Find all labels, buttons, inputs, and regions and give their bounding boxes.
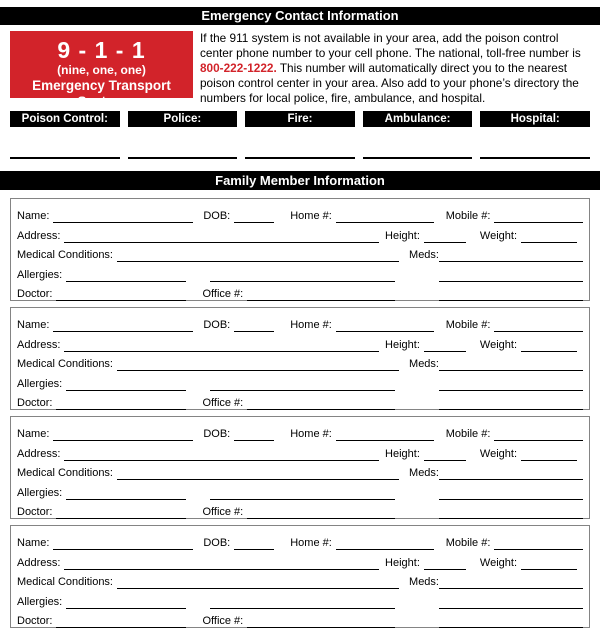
- mobile-phone-label: Mobile #:: [445, 537, 491, 550]
- doctor-line[interactable]: [56, 298, 186, 301]
- doctor-label: Doctor:: [17, 505, 53, 518]
- 911-system-label: Emergency Transport System: [32, 78, 171, 109]
- meds-line[interactable]: [439, 477, 583, 480]
- member-block: [10, 525, 590, 628]
- fire-blank-line[interactable]: [245, 157, 355, 159]
- dob-line[interactable]: [234, 547, 274, 550]
- poison-control-phone-number: 800-222-1222.: [200, 61, 277, 75]
- height-line[interactable]: [424, 240, 466, 243]
- height-label: Height:: [385, 338, 420, 351]
- medical-conditions-line[interactable]: [117, 477, 399, 480]
- home-phone-line[interactable]: [336, 329, 434, 332]
- 911-spelled-out: (nine, one, one): [57, 63, 146, 77]
- member-row-5: [17, 391, 583, 410]
- weight-label: Weight:: [479, 447, 517, 460]
- meds-continuation-line-2[interactable]: [439, 516, 583, 519]
- office-phone-line[interactable]: [247, 298, 395, 301]
- doctor-label: Doctor:: [17, 287, 53, 300]
- member-row-2: [17, 550, 583, 569]
- home-phone-line[interactable]: [336, 547, 434, 550]
- dob-label: DOB:: [203, 319, 231, 332]
- meds-label: Meds:: [409, 576, 439, 589]
- doctor-line[interactable]: [56, 516, 186, 519]
- contact-blank-lines-row: [10, 157, 590, 159]
- dob-label: DOB:: [203, 428, 231, 441]
- meds-continuation-line-1[interactable]: [439, 279, 583, 282]
- member-block: [10, 416, 590, 519]
- member-row-2: [17, 223, 583, 242]
- weight-label: Weight:: [479, 338, 517, 351]
- member-row-3: [17, 243, 583, 262]
- poison-control-paragraph: [200, 31, 590, 106]
- weight-line[interactable]: [521, 349, 577, 352]
- allergies-line[interactable]: [66, 388, 186, 391]
- address-line[interactable]: [64, 458, 379, 461]
- weight-line[interactable]: [521, 567, 577, 570]
- office-phone-line[interactable]: [247, 625, 395, 628]
- contact-label-police: Police:: [128, 111, 238, 127]
- address-label: Address:: [17, 447, 61, 460]
- medical-conditions-line[interactable]: [117, 368, 399, 371]
- emergency-top-section: [10, 31, 590, 109]
- medical-conditions-line[interactable]: [117, 259, 399, 262]
- allergies-line[interactable]: [66, 497, 186, 500]
- weight-line[interactable]: [521, 458, 577, 461]
- mobile-phone-label: Mobile #:: [445, 428, 491, 441]
- dob-line[interactable]: [234, 438, 274, 441]
- name-label: Name:: [17, 428, 50, 441]
- member-row-1: [17, 313, 583, 332]
- member-row-3: [17, 461, 583, 480]
- address-label: Address:: [17, 229, 61, 242]
- meds-continuation-line-2[interactable]: [439, 298, 583, 301]
- member-block: [10, 198, 590, 301]
- member-row-2: [17, 441, 583, 460]
- name-label: Name:: [17, 319, 50, 332]
- dob-label: DOB:: [203, 537, 231, 550]
- name-label: Name:: [17, 210, 50, 223]
- home-phone-line[interactable]: [336, 438, 434, 441]
- medical-conditions-line[interactable]: [117, 586, 399, 589]
- poison-control-blank-line[interactable]: [10, 157, 120, 159]
- meds-label: Meds:: [409, 467, 439, 480]
- home-phone-line[interactable]: [336, 220, 434, 223]
- allergies-continuation-line[interactable]: [210, 497, 395, 500]
- address-line[interactable]: [64, 567, 379, 570]
- member-row-4: [17, 371, 583, 390]
- mobile-phone-label: Mobile #:: [445, 210, 491, 223]
- mobile-phone-line[interactable]: [494, 220, 583, 223]
- allergies-continuation-line[interactable]: [210, 279, 395, 282]
- mobile-phone-label: Mobile #:: [445, 319, 491, 332]
- name-line[interactable]: [53, 329, 193, 332]
- mobile-phone-line[interactable]: [494, 438, 583, 441]
- office-phone-label: Office #:: [202, 614, 244, 627]
- doctor-line[interactable]: [56, 407, 186, 410]
- height-line[interactable]: [424, 349, 466, 352]
- allergies-continuation-line[interactable]: [210, 606, 395, 609]
- height-label: Height:: [385, 229, 420, 242]
- meds-continuation-line-1[interactable]: [439, 497, 583, 500]
- home-phone-label: Home #:: [290, 537, 332, 550]
- weight-label: Weight:: [479, 556, 517, 569]
- meds-label: Meds:: [409, 249, 439, 262]
- police-blank-line[interactable]: [128, 157, 238, 159]
- mobile-phone-line[interactable]: [494, 329, 583, 332]
- mobile-phone-line[interactable]: [494, 547, 583, 550]
- member-block: [10, 307, 590, 410]
- office-phone-label: Office #:: [202, 287, 244, 300]
- member-row-1: [17, 204, 583, 223]
- member-row-3: [17, 570, 583, 589]
- member-row-4: [17, 480, 583, 499]
- allergies-continuation-line[interactable]: [210, 388, 395, 391]
- ambulance-blank-line[interactable]: [363, 157, 473, 159]
- address-label: Address:: [17, 338, 61, 351]
- medical-conditions-label: Medical Conditions:: [17, 576, 113, 589]
- meds-continuation-line-2[interactable]: [439, 625, 583, 628]
- emergency-header-title: Emergency Contact Information: [201, 8, 399, 23]
- member-row-5: [17, 609, 583, 628]
- office-phone-line[interactable]: [247, 516, 395, 519]
- emergency-header-bar: [0, 7, 600, 25]
- medical-conditions-label: Medical Conditions:: [17, 467, 113, 480]
- contact-label-hospital: Hospital:: [480, 111, 590, 127]
- name-label: Name:: [17, 537, 50, 550]
- office-phone-label: Office #:: [202, 505, 244, 518]
- height-line[interactable]: [424, 458, 466, 461]
- office-phone-line[interactable]: [247, 407, 395, 410]
- meds-continuation-line-1[interactable]: [439, 606, 583, 609]
- allergies-label: Allergies:: [17, 486, 63, 499]
- meds-continuation-line-1[interactable]: [439, 388, 583, 391]
- height-label: Height:: [385, 447, 420, 460]
- home-phone-label: Home #:: [290, 319, 332, 332]
- name-line[interactable]: [53, 220, 193, 223]
- red-911-box: [10, 31, 193, 109]
- allergies-label: Allergies:: [17, 595, 63, 608]
- dob-label: DOB:: [203, 210, 231, 223]
- contact-label-fire: Fire:: [245, 111, 355, 127]
- doctor-line[interactable]: [56, 625, 186, 628]
- contact-label-poison-control: Poison Control:: [10, 111, 120, 127]
- height-label: Height:: [385, 556, 420, 569]
- hospital-blank-line[interactable]: [480, 157, 590, 159]
- address-label: Address:: [17, 556, 61, 569]
- address-line[interactable]: [64, 240, 379, 243]
- meds-continuation-line-2[interactable]: [439, 407, 583, 410]
- weight-line[interactable]: [521, 240, 577, 243]
- weight-label: Weight:: [479, 229, 517, 242]
- allergies-line[interactable]: [66, 279, 186, 282]
- member-row-2: [17, 332, 583, 351]
- meds-label: Meds:: [409, 358, 439, 371]
- member-row-5: [17, 282, 583, 301]
- allergies-label: Allergies:: [17, 377, 63, 390]
- medical-conditions-label: Medical Conditions:: [17, 249, 113, 262]
- family-header-bar: [0, 171, 600, 190]
- allergies-label: Allergies:: [17, 268, 63, 281]
- dob-line[interactable]: [234, 220, 274, 223]
- meds-line[interactable]: [439, 586, 583, 589]
- address-line[interactable]: [64, 349, 379, 352]
- member-row-1: [17, 531, 583, 550]
- medical-conditions-label: Medical Conditions:: [17, 358, 113, 371]
- home-phone-label: Home #:: [290, 428, 332, 441]
- dob-line[interactable]: [234, 329, 274, 332]
- member-row-4: [17, 262, 583, 281]
- paragraph-part1: If the 911 system is not available in your area, add the poison control center phone number to your cell phone. The national, toll-free number is: [200, 31, 581, 60]
- meds-line[interactable]: [439, 259, 583, 262]
- meds-line[interactable]: [439, 368, 583, 371]
- doctor-label: Doctor:: [17, 396, 53, 409]
- paragraph-part2: This number will automatically direct you to the nearest poison control center in your area. Also add to your phone’s directory the numbers for local police, fire, ambulance, and hospital.: [200, 61, 579, 105]
- name-line[interactable]: [53, 547, 193, 550]
- member-row-4: [17, 589, 583, 608]
- office-phone-label: Office #:: [202, 396, 244, 409]
- member-row-5: [17, 500, 583, 519]
- height-line[interactable]: [424, 567, 466, 570]
- home-phone-label: Home #:: [290, 210, 332, 223]
- contact-label-ambulance: Ambulance:: [363, 111, 473, 127]
- name-line[interactable]: [53, 438, 193, 441]
- allergies-line[interactable]: [66, 606, 186, 609]
- 911-number: 9 - 1 - 1: [57, 37, 146, 63]
- contact-labels-row: [10, 111, 590, 127]
- family-member-blocks: [10, 198, 590, 628]
- member-row-3: [17, 352, 583, 371]
- member-row-1: [17, 422, 583, 441]
- doctor-label: Doctor:: [17, 614, 53, 627]
- family-header-title: Family Member Information: [215, 173, 385, 188]
